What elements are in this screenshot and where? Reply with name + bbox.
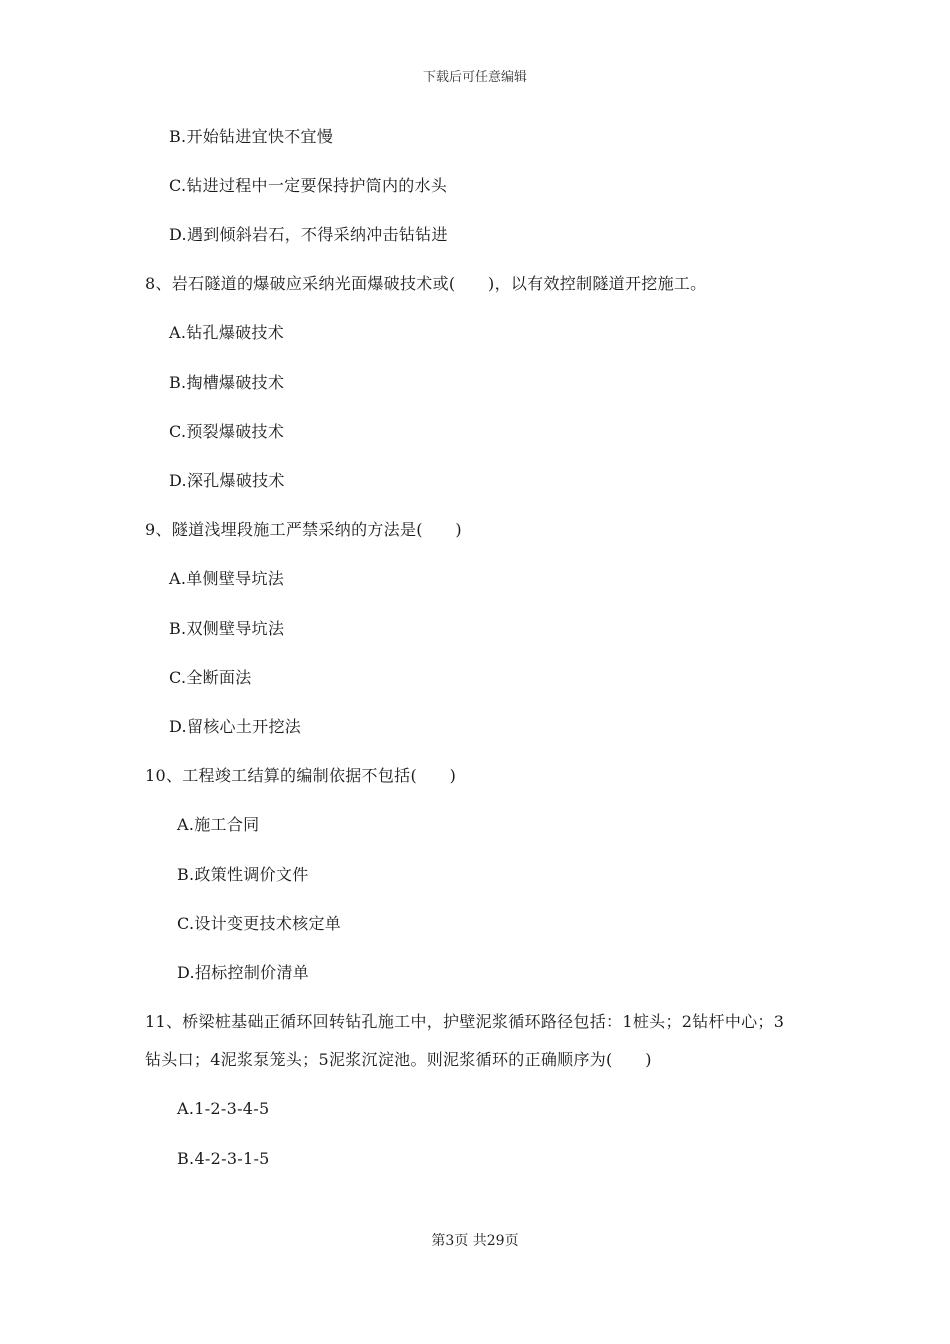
option-8d: D.深孔爆破技术	[169, 471, 285, 490]
option-8a: A.钻孔爆破技术	[169, 323, 285, 342]
option-9d: D.留核心土开挖法	[169, 717, 302, 736]
option-8c: C.预裂爆破技术	[169, 422, 285, 441]
option-11b: B.4-2-3-1-5	[177, 1149, 270, 1168]
option-7b: B.开始钻进宜快不宜慢	[169, 127, 334, 146]
option-10d: D.招标控制价清单	[177, 963, 310, 982]
page-header: 下载后可任意编辑	[422, 70, 527, 85]
option-10c: C.设计变更技术核定单	[177, 914, 342, 933]
option-8b: B.掏槽爆破技术	[169, 373, 285, 392]
option-7c: C.钻进过程中一定要保持护筒内的水头	[169, 176, 448, 195]
option-10b: B.政策性调价文件	[177, 865, 309, 884]
option-10a: A.施工合同	[177, 815, 260, 834]
question-10: 10、工程竣工结算的编制依据不包括( )	[145, 766, 457, 785]
question-11-line-1: 11、桥梁桩基础正循环回转钻孔施工中，护壁泥浆循环路径包括：1桩头；2钻杆中心；3	[145, 1012, 785, 1031]
option-11a: A.1-2-3-4-5	[177, 1099, 270, 1118]
page-footer: 第3页 共29页	[431, 1233, 519, 1249]
question-9: 9、隧道浅埋段施工严禁采纳的方法是( )	[145, 520, 462, 539]
option-7d: D.遇到倾斜岩石，不得采纳冲击钻钻进	[169, 225, 448, 244]
option-9b: B.双侧壁导坑法	[169, 619, 285, 638]
option-9c: C.全断面法	[169, 668, 252, 687]
question-11-line-2: 钻头口；4泥浆泵笼头；5泥浆沉淀池。则泥浆循环的正确顺序为( )	[145, 1050, 652, 1069]
option-9a: A.单侧壁导坑法	[169, 569, 285, 588]
question-8: 8、岩石隧道的爆破应采纳光面爆破技术或( )，以有效控制隧道开挖施工。	[145, 274, 707, 293]
